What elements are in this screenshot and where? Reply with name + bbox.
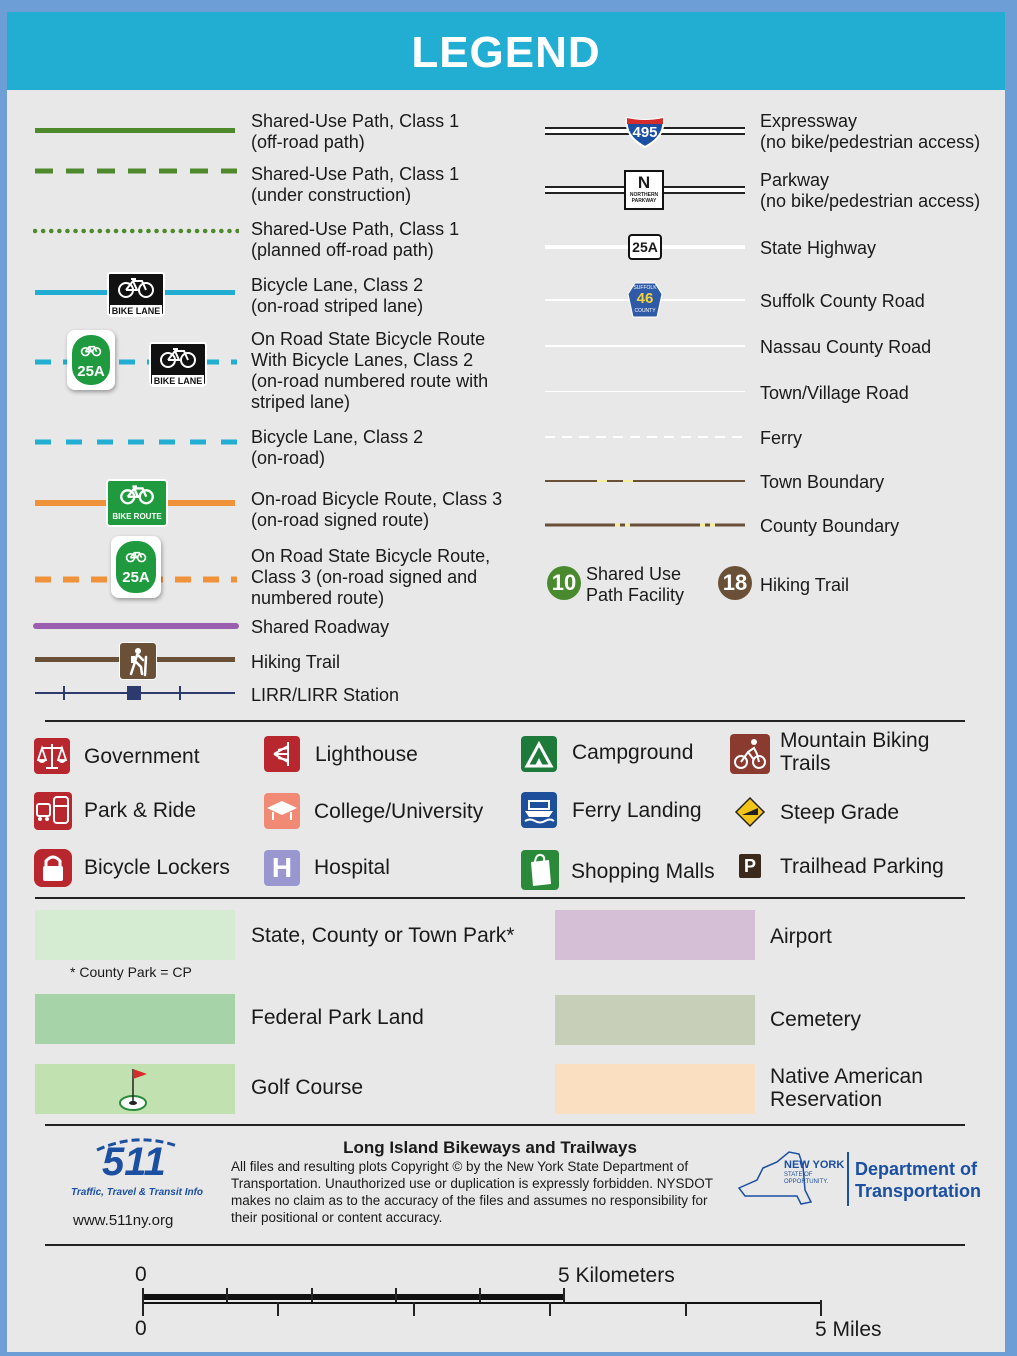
label-state-park: State, County or Town Park* — [251, 924, 515, 947]
trail-marker-hiking: 18 — [718, 566, 752, 600]
label-lighthouse: Lighthouse — [315, 743, 418, 766]
divider — [45, 1244, 965, 1246]
scale-tick — [549, 1302, 551, 1316]
scale-mi-label: 5 Miles — [815, 1318, 882, 1341]
symbol-ferry — [545, 435, 745, 439]
lirr-station-icon — [127, 686, 141, 700]
label-shared-use-path-construction: Shared-Use Path, Class 1 (under construction) — [251, 164, 460, 205]
divider — [45, 720, 965, 722]
scale-tick — [142, 1288, 144, 1316]
symbol-shared-use-path-construction — [35, 167, 237, 175]
label-state-highway: State Highway — [760, 238, 877, 258]
scale-tick — [413, 1302, 415, 1316]
symbol-nassau-county-road — [545, 345, 745, 347]
swatch-cemetery — [555, 995, 755, 1045]
scale-tick — [395, 1288, 397, 1302]
scale-km-zero: 0 — [135, 1263, 147, 1286]
divider — [45, 1124, 965, 1126]
label-campground: Campground — [572, 741, 694, 764]
label-college: College/University — [314, 800, 484, 823]
bicycle-icon — [121, 547, 151, 565]
bicycle-icon — [151, 344, 205, 370]
symbol-bicycle-lane-on-road — [35, 438, 237, 446]
label-bicycle-lockers: Bicycle Lockers — [84, 856, 230, 879]
bicycle-icon — [112, 481, 162, 507]
copyright-block: Long Island Bikeways and Trailways All files and resulting plots Copyright © by the New York State Department of Transportation. Unauthorized use or duplication is expressly forbidden. NYSDOT makes no claim as to the accuracy of the files and assumes no responsibility for their positional or content accuracy. — [231, 1138, 713, 1225]
lirr-tick — [63, 686, 65, 700]
symbol-shared-use-path-planned — [33, 227, 239, 235]
car-bus-icon — [34, 792, 72, 830]
symbol-town-village-road — [545, 391, 745, 392]
hiker-icon — [119, 642, 157, 680]
legend-title: LEGEND — [7, 12, 1005, 90]
steep-grade-icon — [734, 796, 766, 828]
bike-lane-sign: BIKE LANE — [149, 342, 207, 386]
label-suffolk-county-road: Suffolk County Road — [760, 291, 925, 311]
label-county-boundary: County Boundary — [760, 516, 900, 536]
symbol-town-boundary — [545, 479, 745, 483]
symbol-shared-roadway — [33, 623, 239, 629]
scale-tick — [277, 1302, 279, 1316]
scale-tick — [226, 1288, 228, 1302]
scale-mi-zero: 0 — [135, 1317, 147, 1340]
tent-icon — [521, 736, 557, 772]
state-route-sign: 25A — [111, 536, 161, 598]
symbol-county-boundary — [545, 522, 745, 528]
logo-511: 511 Traffic, Travel & Transit Info — [70, 1140, 204, 1198]
scale-tick — [685, 1302, 687, 1316]
scale-bar-miles — [142, 1302, 822, 1304]
scales-icon — [34, 738, 70, 774]
scale-tick — [820, 1300, 822, 1316]
label-shopping-malls: Shopping Malls — [571, 860, 715, 883]
label-hospital: Hospital — [314, 856, 390, 879]
label-nassau-county-road: Nassau County Road — [760, 337, 932, 357]
label-ferry-landing: Ferry Landing — [572, 799, 702, 822]
label-airport: Airport — [770, 925, 832, 948]
scale-tick — [311, 1288, 313, 1302]
label-shared-use-path-class1: Shared-Use Path, Class 1 (off-road path) — [251, 111, 460, 152]
label-town-boundary: Town Boundary — [760, 472, 885, 492]
swatch-native-american — [555, 1064, 755, 1114]
swatch-state-park — [35, 910, 235, 960]
bike-route-sign: BIKE ROUTE — [106, 479, 168, 527]
symbol-shared-use-path-class1 — [35, 128, 235, 133]
swatch-airport — [555, 910, 755, 960]
label-state-route-bike-lane: On Road State Bicycle Route With Bicycle Lanes, Class 2 (on-road numbered route with striped lane) — [251, 329, 489, 412]
state-highway-shield-icon: 25A — [628, 234, 662, 260]
scale-bar-km — [142, 1294, 564, 1300]
label-ferry: Ferry — [760, 428, 802, 448]
parking-icon: P — [739, 854, 761, 878]
label-bicycle-route-class3: On-road Bicycle Route, Class 3 (on-road signed route) — [251, 489, 503, 530]
bicycle-icon — [109, 274, 163, 300]
label-shared-use-path-planned: Shared-Use Path, Class 1 (planned off-road path) — [251, 219, 460, 260]
label-trailhead-parking: Trailhead Parking — [780, 855, 944, 878]
swatch-federal-park — [35, 994, 235, 1044]
scale-tick — [479, 1288, 481, 1302]
state-route-sign: 25A — [67, 330, 115, 390]
legend-panel — [7, 12, 1005, 1352]
hospital-icon: H — [264, 850, 300, 886]
ferry-icon — [521, 792, 557, 828]
label-park-ride: Park & Ride — [84, 799, 197, 822]
interstate-shield-icon: 495 — [623, 116, 667, 148]
label-bicycle-lane-striped: Bicycle Lane, Class 2 (on-road striped lane) — [251, 275, 424, 316]
suffolk-county-shield-icon: SUFFOLK 46 COUNTY — [627, 282, 663, 318]
url-511: www.511ny.org — [73, 1212, 174, 1229]
label-parkway: Parkway (no bike/pedestrian access) — [760, 170, 981, 211]
lock-icon — [34, 849, 72, 887]
nysdot-logo: NEW YORK STATE OF OPPORTUNITY. Department of Transportation — [737, 1150, 987, 1210]
lighthouse-icon — [264, 736, 300, 772]
mountain-bike-icon — [730, 734, 770, 774]
label-native-american: Native American Reservation — [770, 1065, 923, 1111]
label-shared-roadway: Shared Roadway — [251, 617, 390, 637]
label-state-route-class3: On Road State Bicycle Route, Class 3 (on-road signed and numbered route) — [251, 546, 491, 608]
bicycle-icon — [76, 341, 106, 359]
trail-marker-shared-use: 10 — [547, 566, 581, 600]
label-mountain-biking: Mountain Biking Trails — [780, 729, 930, 775]
scale-km-label: 5 Kilometers — [558, 1264, 675, 1287]
parkway-shield-icon: N NORTHERN PARKWAY — [624, 170, 664, 210]
label-government: Government — [84, 745, 200, 768]
bike-lane-sign: BIKE LANE — [107, 272, 165, 316]
lirr-tick — [179, 686, 181, 700]
label-hiking-trail: Hiking Trail — [251, 652, 341, 672]
golf-flag-icon — [117, 1065, 153, 1113]
label-cemetery: Cemetery — [770, 1008, 862, 1031]
label-federal-park: Federal Park Land — [251, 1006, 424, 1029]
label-bicycle-lane-on-road: Bicycle Lane, Class 2 (on-road) — [251, 427, 424, 468]
county-park-note: * County Park = CP — [70, 964, 192, 980]
scale-tick — [563, 1288, 565, 1304]
label-town-village-road: Town/Village Road — [760, 383, 909, 403]
label-trail-marker-shared-use: Shared Use Path Facility — [586, 564, 685, 605]
label-steep-grade: Steep Grade — [780, 801, 900, 824]
divider — [35, 897, 965, 899]
label-expressway: Expressway (no bike/pedestrian access) — [760, 111, 981, 152]
label-golf-course: Golf Course — [251, 1076, 364, 1099]
label-trail-marker-hiking: Hiking Trail — [760, 575, 850, 595]
label-lirr: LIRR/LIRR Station — [251, 685, 400, 705]
mortarboard-icon — [264, 793, 300, 829]
shopping-bag-icon — [521, 850, 559, 890]
